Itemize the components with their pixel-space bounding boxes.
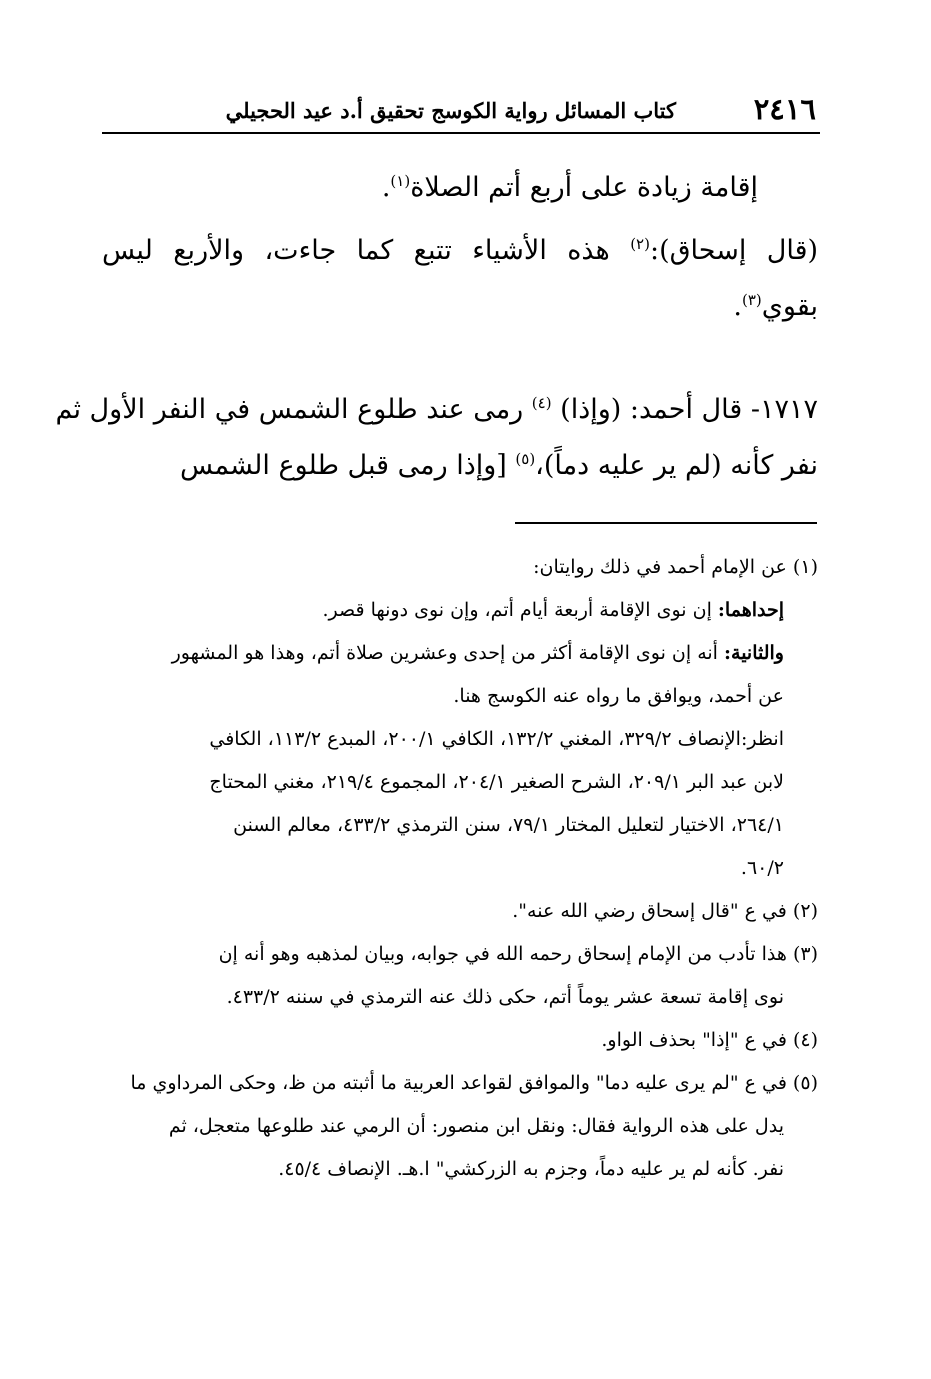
footnote-2 <box>102 890 818 933</box>
footnote-line: يدل على هذه الرواية فقال: ونقل ابن منصور: أن الرمي عند طلوعها متعجل، ثم <box>168 1115 784 1137</box>
footnotes <box>102 546 818 1191</box>
footnote-line <box>102 589 818 632</box>
text: إقامة زيادة على أربع أتم الصلاة <box>410 172 758 203</box>
footnote-5 <box>102 1062 818 1191</box>
footnote-line: نفر. كأنه لم ير عليه دماً، وجزم به الزركشي" ا.هـ. الإنصاف ٤٥/٤. <box>278 1158 784 1180</box>
footnote-ref: (١) <box>390 172 411 190</box>
page-number: ٢٤١٦ <box>753 92 816 126</box>
text: . <box>733 291 742 322</box>
bold-label: والثانية: <box>724 642 784 664</box>
footnote-line <box>102 632 818 675</box>
footnote-line: (٥) في ع "لم يرى عليه دما" والموافق لقواعد العربية ما أثبته من ظ، وحكى المرداوي ما <box>130 1072 818 1094</box>
footnote-line: لابن عبد البر ٢٠٩/١، الشرح الصغير ٢٠٤/١، المجموع ٢١٩/٤، مغني المحتاج <box>209 771 784 793</box>
text: . <box>381 172 391 203</box>
footnote-ref: (٢) <box>630 235 650 253</box>
footnote-line: انظر:الإنصاف ٣٢٩/٢، المغني ١٣٢/٢، الكافي ٢٠٠/١، المبدع ١١٣/٢، الكافي <box>209 728 784 750</box>
text-line <box>55 382 818 438</box>
paragraph-1 <box>102 160 818 216</box>
footnote-line: (٢) في ع "قال إسحاق رضي الله عنه". <box>512 900 818 922</box>
footnote-line: (٤) في ع "إذا" بحذف الواو. <box>601 1029 818 1051</box>
footnote-4 <box>102 1019 818 1062</box>
paragraph-1717 <box>55 382 818 494</box>
text-line <box>102 279 818 335</box>
footnote-1 <box>102 546 818 890</box>
text-line <box>102 438 818 494</box>
running-header <box>102 90 820 134</box>
text: ١٧١٧- قال أحمد: (وإذا) <box>551 394 818 425</box>
text: رمى عند طلوع الشمس في النفر الأول ثم <box>55 394 532 425</box>
footnote-line: نوى إقامة تسعة عشر يوماً أتم، حكى ذلك عنه الترمذي في سننه ٤٣٣/٢. <box>226 986 784 1008</box>
footnote-line: (٣) هذا تأدب من الإمام إسحاق رحمه الله في جوابه، وبيان لمذهبه وهو أنه إن <box>218 943 818 965</box>
text: هذه الأشياء تتبع كما جاءت، والأربع ليس <box>102 235 631 266</box>
book-title: كتاب المسائل رواية الكوسج تحقيق أ.د عيد الحجيلي <box>225 98 676 123</box>
text: نفر كأنه (لم ير عليه دماً)، <box>535 450 818 481</box>
text: [وإذا رمى قبل طلوع الشمس <box>180 450 516 481</box>
footnote-ref: (٣) <box>741 291 762 309</box>
text-line <box>102 160 818 216</box>
text: بقوي <box>761 291 818 322</box>
footnote-line: ٢٦٤/١، الاختيار لتعليل المختار ٧٩/١، سنن الترمذي ٤٣٣/٢، معالم السنن <box>233 814 784 836</box>
text: إن نوى الإقامة أربعة أيام أتم، وإن نوى دونها قصر. <box>322 599 718 621</box>
paragraph-2 <box>102 223 818 335</box>
footnote-line: (١) عن الإمام أحمد في ذلك روايتان: <box>533 556 818 578</box>
footnote-3 <box>102 933 818 1019</box>
text-line <box>102 223 818 279</box>
footnote-ref: (٥) <box>515 450 536 468</box>
footnote-line: ٦٠/٢. <box>740 857 784 879</box>
footnote-separator <box>515 522 817 524</box>
footnote-ref: (٤) <box>531 394 552 412</box>
text: أنه إن نوى الإقامة أكثر من إحدى وعشرين صلاة أتم، وهذا هو المشهور <box>171 642 724 664</box>
text: (قال إسحاق): <box>649 235 819 266</box>
bold-label: إحداهما: <box>717 599 784 621</box>
footnote-line: عن أحمد، ويوافق ما رواه عنه الكوسج هنا. <box>453 685 784 707</box>
